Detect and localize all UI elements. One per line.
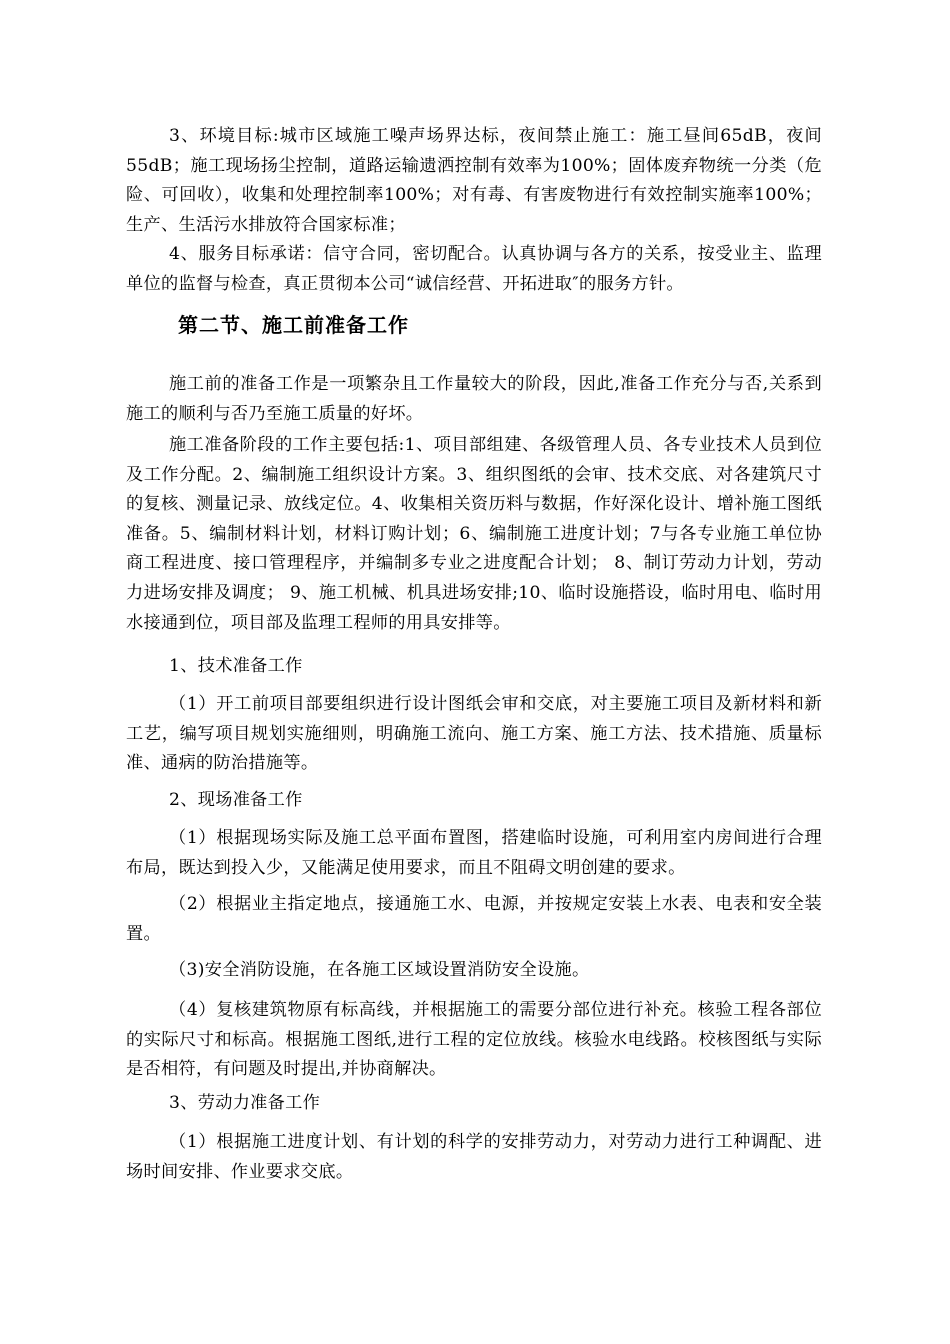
- paragraph-site-1: （1）根据现场实际及施工总平面布置图，搭建临时设施，可利用室内房间进行合理布局，既达到投入少，又能满足使用要求，而且不阻碍文明创建的要求。: [126, 828, 822, 878]
- subheading-technical-preparation: 1、技术准备工作: [169, 656, 303, 676]
- paragraph-intro: 施工前的准备工作是一项繁杂且工作量较大的阶段，因此,准备工作充分与否,关系到施工的顺利与否乃至施工质量的好坏。: [126, 374, 822, 424]
- paragraph-service-goal: 4、服务目标承诺：信守合同，密切配合。认真协调与各方的关系，按受业主、监理单位的监督与检查，真正贯彻本公司“诚信经营、开拓进取″的服务方针。: [126, 244, 822, 294]
- paragraph-environment-goal: 3、环境目标:城市区域施工噪声场界达标，夜间禁止施工：施工昼间65dB，夜间55dB；施工现场扬尘控制，道路运输遗洒控制有效率为100%；固体废弃物统一分类（危险、可回收），收集和处理控制率100%；对有毒、有害废物进行有效控制实施率100%；生产、生活污水排放符合国家标准；: [126, 126, 822, 235]
- paragraph-site-3: （3)安全消防设施，在各施工区域设置消防安全设施。: [169, 960, 590, 980]
- section-heading: 第二节、施工前准备工作: [178, 313, 409, 337]
- paragraph-site-4: （4）复核建筑物原有标高线，并根据施工的需要分部位进行补充。核验工程各部位的实际尺寸和标高。根据施工图纸,进行工程的定位放线。核验水电线路。校核图纸与实际是否相符，有问题及时提出,并协商解决。: [126, 1000, 822, 1080]
- subheading-site-preparation: 2、现场准备工作: [169, 790, 303, 810]
- paragraph-site-2: （2）根据业主指定地点，接通施工水、电源，并按规定安装上水表、电表和安全装置。: [126, 894, 822, 944]
- paragraph-technical-1: （1）开工前项目部要组织进行设计图纸会审和交底，对主要施工项目及新材料和新工艺，编写项目规划实施细则，明确施工流向、施工方案、施工方法、技术措施、质量标准、通病的防治措施等。: [126, 694, 822, 774]
- subheading-labor-preparation: 3、劳动力准备工作: [169, 1093, 321, 1113]
- paragraph-preparation-scope: 施工准备阶段的工作主要包括:1、项目部组建、各级管理人员、各专业技术人员到位及工作分配。2、编制施工组织设计方案。3、组织图纸的会审、技术交底、对各建筑尺寸的复核、测量记录、放线定位。4、收集相关资历料与数据，作好深化设计、增补施工图纸准备。5、编制材料计划，材料订购计划；6、编制施工进度计划；7与各专业施工单位协商工程进度、接口管理程序，并编制多专业之进度配合计划； 8、制订劳动力计划，劳动力进场安排及调度； 9、施工机械、机具进场安排;10、临时设施搭设，临时用电、临时用水接通到位，项目部及监理工程师的用具安排等。: [126, 435, 822, 633]
- paragraph-labor-1: （1）根据施工进度计划、有计划的科学的安排劳动力，对劳动力进行工种调配、进场时间安排、作业要求交底。: [126, 1132, 822, 1182]
